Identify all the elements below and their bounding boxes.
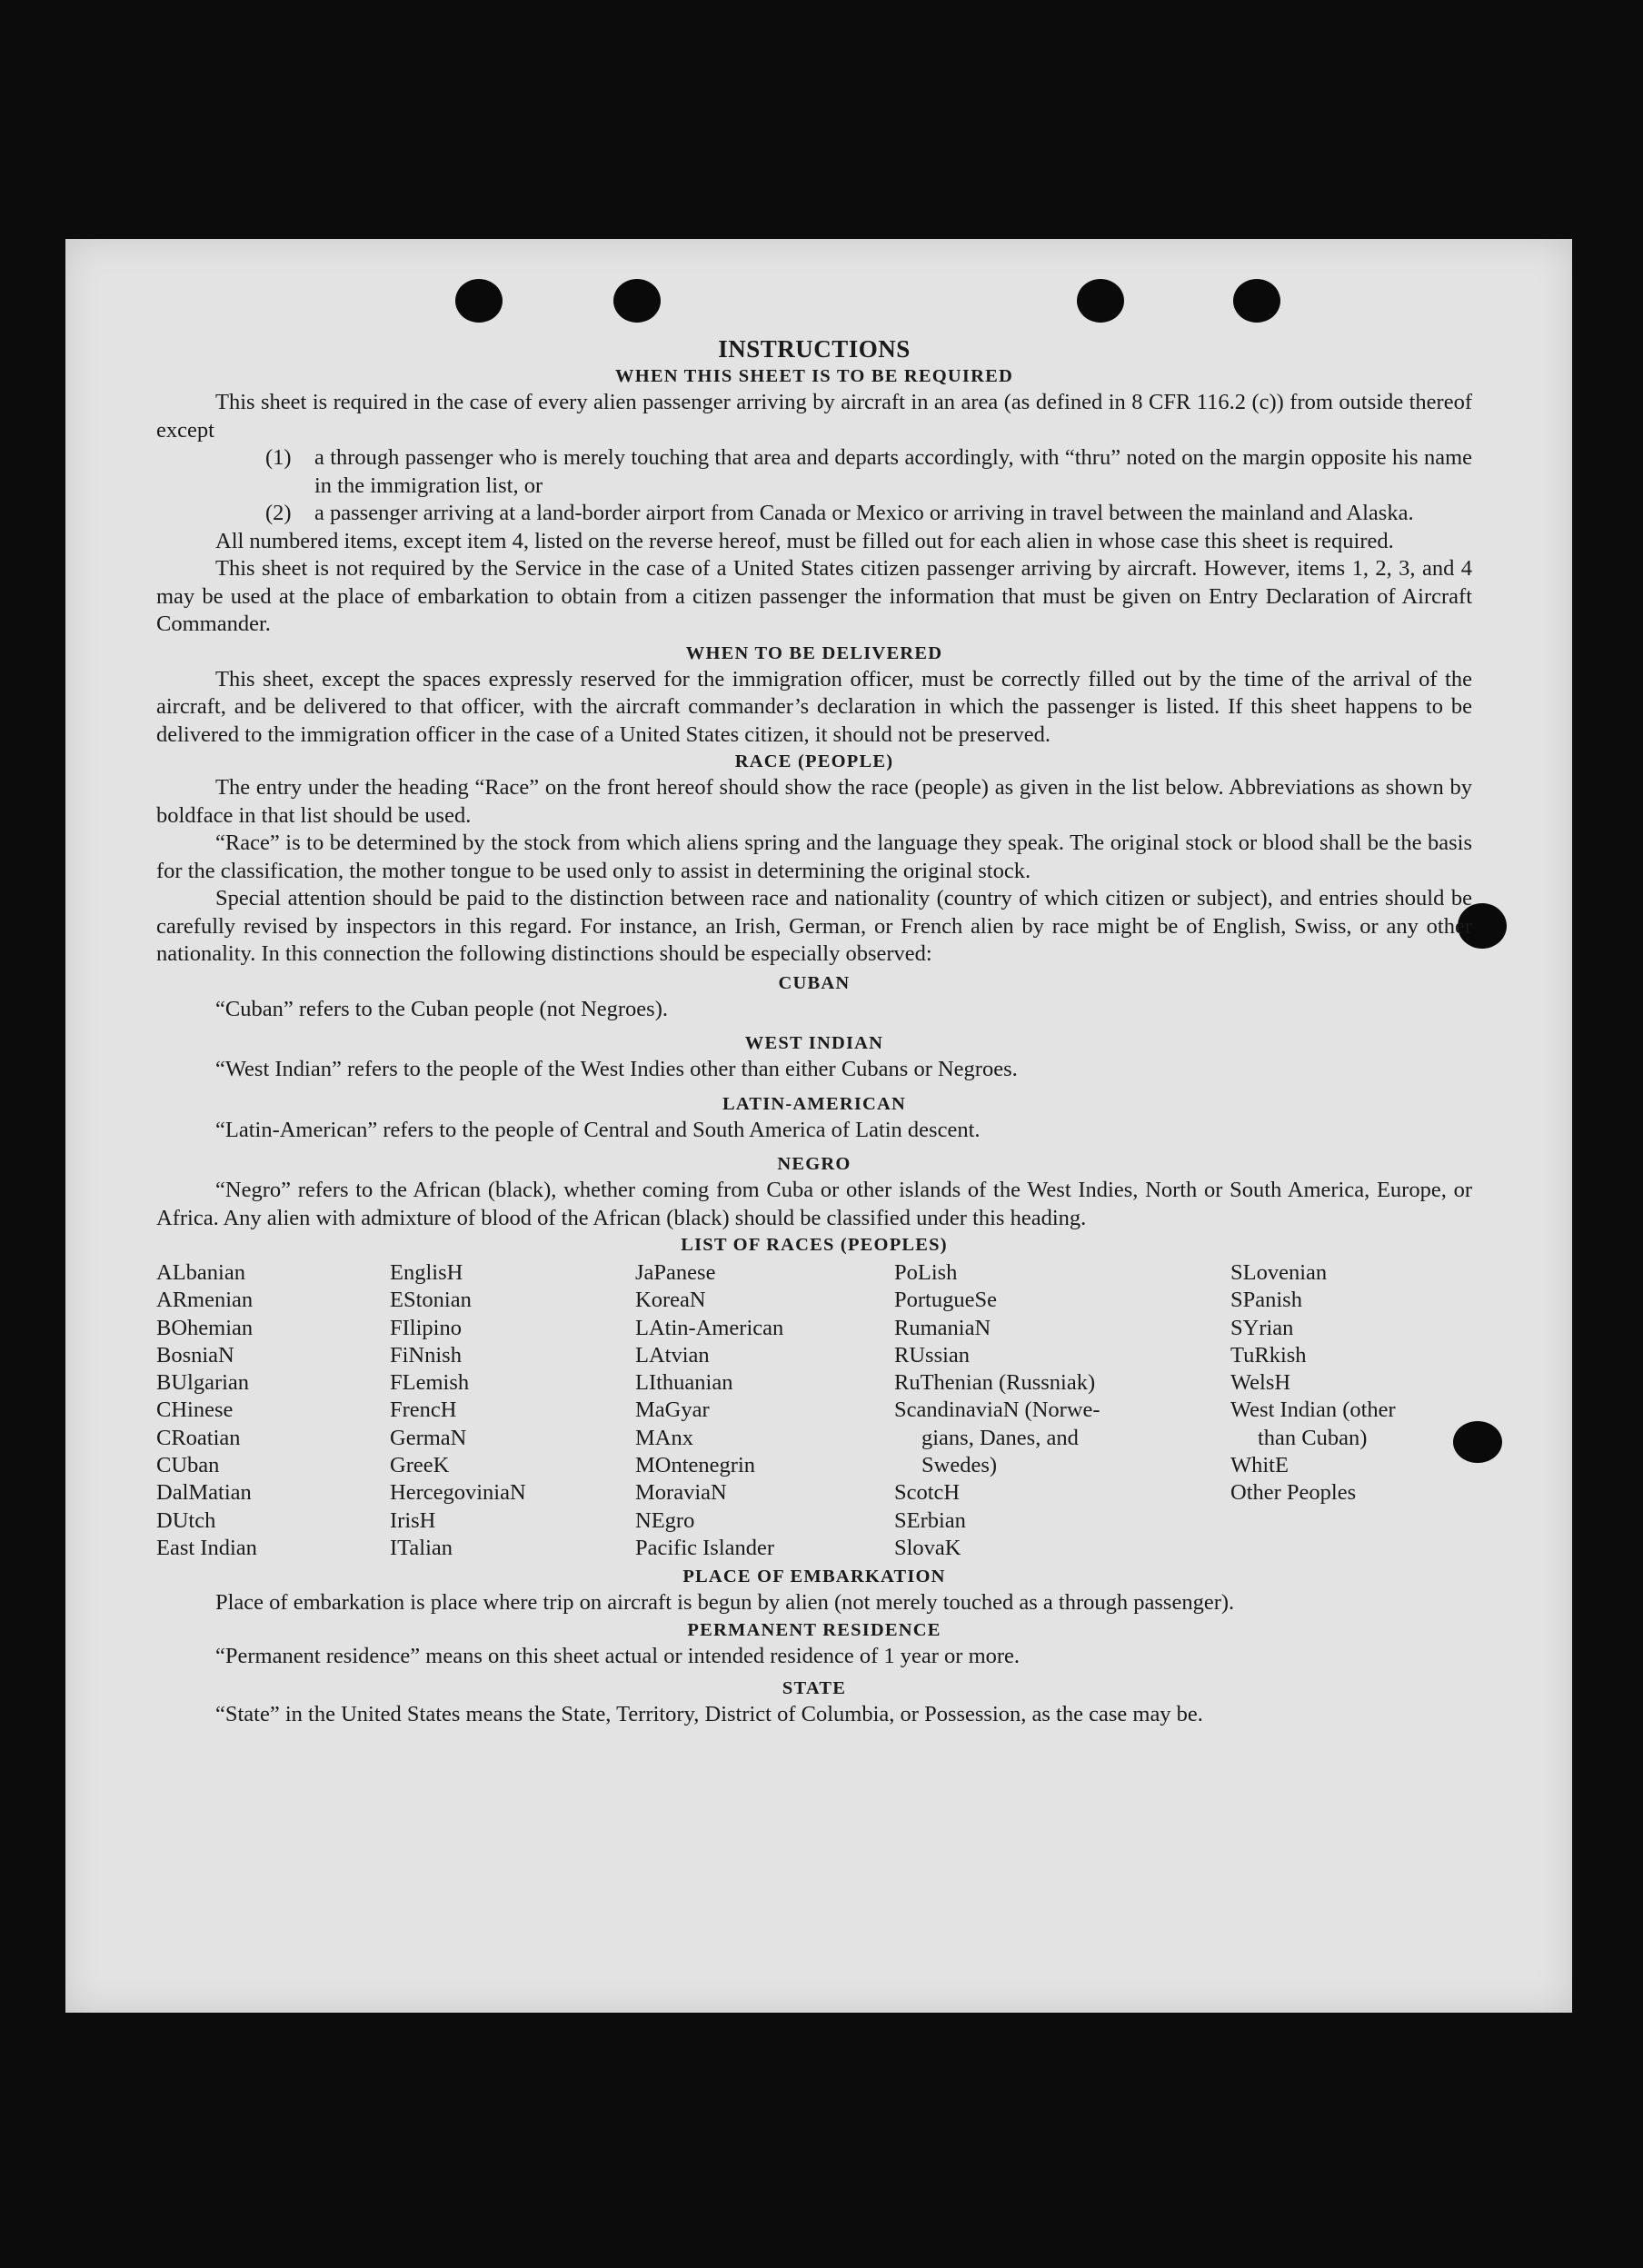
race-entry: GreeK — [390, 1453, 450, 1478]
races-list — [156, 1259, 1472, 1562]
paragraph: All numbered items, except item 4, listed on the reverse hereof, must be filled out for each alien in whose case this sheet is required. — [215, 528, 1394, 553]
race-entry: RumaniaN — [894, 1315, 991, 1340]
race-entry: SYrian — [1230, 1315, 1294, 1340]
race-entry: CUban — [156, 1453, 220, 1478]
race-entry: EStonian — [390, 1288, 472, 1313]
race-entry: JaPanese — [635, 1260, 716, 1285]
race-entry: GermaN — [390, 1425, 467, 1450]
race-entry: ScotcH — [894, 1480, 961, 1506]
race-entry: gians, Danes, and — [921, 1425, 1079, 1450]
document-sheet — [65, 239, 1572, 2013]
section-heading-residence: PERMANENT RESIDENCE — [687, 1619, 941, 1640]
race-entry: DUtch — [156, 1507, 216, 1533]
item-number: (2) — [265, 501, 292, 525]
section-heading-west-indian: WEST INDIAN — [744, 1033, 884, 1053]
race-entry: ALbanian — [156, 1260, 245, 1285]
races-column — [1230, 1259, 1472, 1562]
item-number: (1) — [265, 445, 292, 470]
races-spacer — [1162, 1259, 1230, 1562]
section-heading-required: WHEN THIS SHEET IS TO BE REQUIRED — [615, 366, 1013, 386]
race-entry: CHinese — [156, 1398, 234, 1423]
paragraph: “Latin-American” refers to the people of Central and South America of Latin descent. — [215, 1117, 981, 1142]
race-entry: than Cuban) — [1258, 1425, 1368, 1450]
section-heading-negro: NEGRO — [777, 1154, 851, 1174]
punch-hole — [1077, 279, 1124, 323]
race-entry: MoraviaN — [635, 1480, 727, 1506]
section-heading-state: STATE — [782, 1678, 847, 1699]
race-entry: PoLish — [894, 1260, 958, 1285]
race-entry: TuRkish — [1230, 1342, 1307, 1368]
race-entry: BOhemian — [156, 1315, 254, 1340]
race-entry: FIlipino — [390, 1315, 462, 1340]
race-entry: Pacific Islander — [635, 1535, 775, 1560]
race-entry: FrencH — [390, 1398, 457, 1423]
races-list-heading: LIST OF RACES (PEOPLES) — [681, 1235, 948, 1255]
section-heading-latin-american: LATIN-AMERICAN — [722, 1093, 907, 1114]
race-entry: ITalian — [390, 1535, 453, 1560]
race-entry: MAnx — [635, 1425, 693, 1450]
races-column — [894, 1259, 1162, 1562]
races-column — [156, 1259, 390, 1562]
race-entry: ScandinaviaN (Norwe- — [894, 1398, 1100, 1423]
race-entry: Swedes) — [921, 1453, 998, 1478]
paragraph: Special attention should be paid to the distinction between race and nationality (country of which citizen or subject), and entries should be carefully revised by inspectors in this regard. For instance, an Irish, German, or French alien by race might be of English, Swiss, or any other nationality. In this connection the following distinctions should be especially observed: — [156, 886, 1472, 966]
race-entry: BosniaN — [156, 1342, 234, 1368]
race-entry: RUssian — [894, 1342, 971, 1368]
punch-hole — [455, 279, 503, 323]
numbered-item — [156, 444, 1472, 500]
race-entry: WelsH — [1230, 1370, 1291, 1396]
paragraph: “Negro” refers to the African (black), whether coming from Cuba or other islands of the West Indies, North or South America, Europe, or Africa. Any alien with admixture of blood of the African (black) should be classified under this heading. — [156, 1178, 1472, 1230]
instructions-text — [156, 334, 1472, 1729]
race-entry: SErbian — [894, 1507, 966, 1533]
section-heading-race: RACE (PEOPLE) — [734, 751, 894, 771]
race-entry: RuThenian (Russniak) — [894, 1370, 1096, 1396]
race-entry: West Indian (other — [1230, 1398, 1396, 1423]
section-heading-embarkation: PLACE OF EMBARKATION — [682, 1567, 946, 1587]
punch-hole — [1233, 279, 1280, 323]
paragraph: Place of embarkation is place where trip on aircraft is begun by alien (not merely touched as a through passenger). — [215, 1590, 1235, 1616]
paragraph: This sheet is not required by the Service in the case of a United States citizen passenger arriving by aircraft. However, items 1, 2, 3, and 4 may be used at the place of embarkation to obtain from a citizen passenger the information that must be given on Entry Declaration of Aircraft Commander. — [156, 556, 1472, 636]
races-column — [390, 1259, 635, 1562]
races-column — [635, 1259, 894, 1562]
race-entry: FLemish — [390, 1370, 470, 1396]
page-title: INSTRUCTIONS — [718, 335, 911, 363]
race-entry: SLovenian — [1230, 1260, 1328, 1285]
race-entry: LAtin-American — [635, 1315, 784, 1340]
race-entry: SPanish — [1230, 1288, 1302, 1313]
race-entry: LAtvian — [635, 1342, 710, 1368]
race-entry: CRoatian — [156, 1425, 241, 1450]
race-entry: IrisH — [390, 1507, 436, 1533]
race-entry: East Indian — [156, 1535, 257, 1560]
race-entry: MaGyar — [635, 1398, 710, 1423]
race-entry: DalMatian — [156, 1480, 252, 1506]
race-entry: FiNnish — [390, 1342, 462, 1368]
race-entry: PortugueSe — [894, 1288, 997, 1313]
race-entry: MOntenegrin — [635, 1453, 755, 1478]
race-entry: NEgro — [635, 1507, 695, 1533]
paragraph: “West Indian” refers to the people of the West Indies other than either Cubans or Negroes. — [215, 1057, 1018, 1081]
race-entry: SlovaK — [894, 1535, 961, 1560]
paragraph: “Permanent residence” means on this sheet actual or intended residence of 1 year or more. — [215, 1643, 1021, 1668]
section-heading-cuban: CUBAN — [778, 972, 851, 993]
race-entry: HercegoviniaN — [390, 1480, 526, 1506]
paragraph: “Cuban” refers to the Cuban people (not Negroes). — [215, 996, 668, 1021]
item-text: a passenger arriving at a land-border airport from Canada or Mexico or arriving in travel between the mainland and Alaska. — [314, 501, 1414, 525]
race-entry: KoreaN — [635, 1288, 706, 1313]
race-entry: ARmenian — [156, 1288, 254, 1313]
paragraph: This sheet, except the spaces expressly reserved for the immigration officer, must be correctly filled out by the time of the arrival of the aircraft, and be delivered to that officer, with the aircraft commander’s declaration in which the passenger is listed. If this sheet happens to be delivered to the immigration officer in the case of a United States citizen, it should not be preserved. — [156, 666, 1472, 747]
numbered-item — [156, 500, 1472, 528]
race-entry: EnglisH — [390, 1260, 463, 1285]
race-entry: WhitE — [1230, 1453, 1289, 1478]
section-heading-delivered: WHEN TO BE DELIVERED — [685, 642, 943, 663]
paragraph: This sheet is required in the case of every alien passenger arriving by aircraft in an area (as defined in 8 CFR 116.2 (c)) from outside thereof except — [156, 390, 1472, 443]
race-entry: LIthuanian — [635, 1370, 733, 1396]
item-text: a through passenger who is merely touching that area and departs accordingly, with “thru” noted on the margin opposite his name in the immigration list, or — [314, 445, 1472, 498]
paragraph: “Race” is to be determined by the stock from which aliens spring and the language they speak. The original stock or blood shall be the basis for the classification, the mother tongue to be used only to assist in determining the original stock. — [156, 831, 1472, 883]
paragraph: “State” in the United States means the State, Territory, District of Columbia, or Possession, as the case may be. — [215, 1702, 1203, 1727]
punch-hole — [613, 279, 661, 323]
paragraph: The entry under the heading “Race” on the front hereof should show the race (people) as given in the list below. Abbreviations as shown by boldface in that list should be used. — [156, 775, 1472, 828]
race-entry: Other Peoples — [1230, 1480, 1357, 1506]
race-entry: BUlgarian — [156, 1370, 250, 1396]
